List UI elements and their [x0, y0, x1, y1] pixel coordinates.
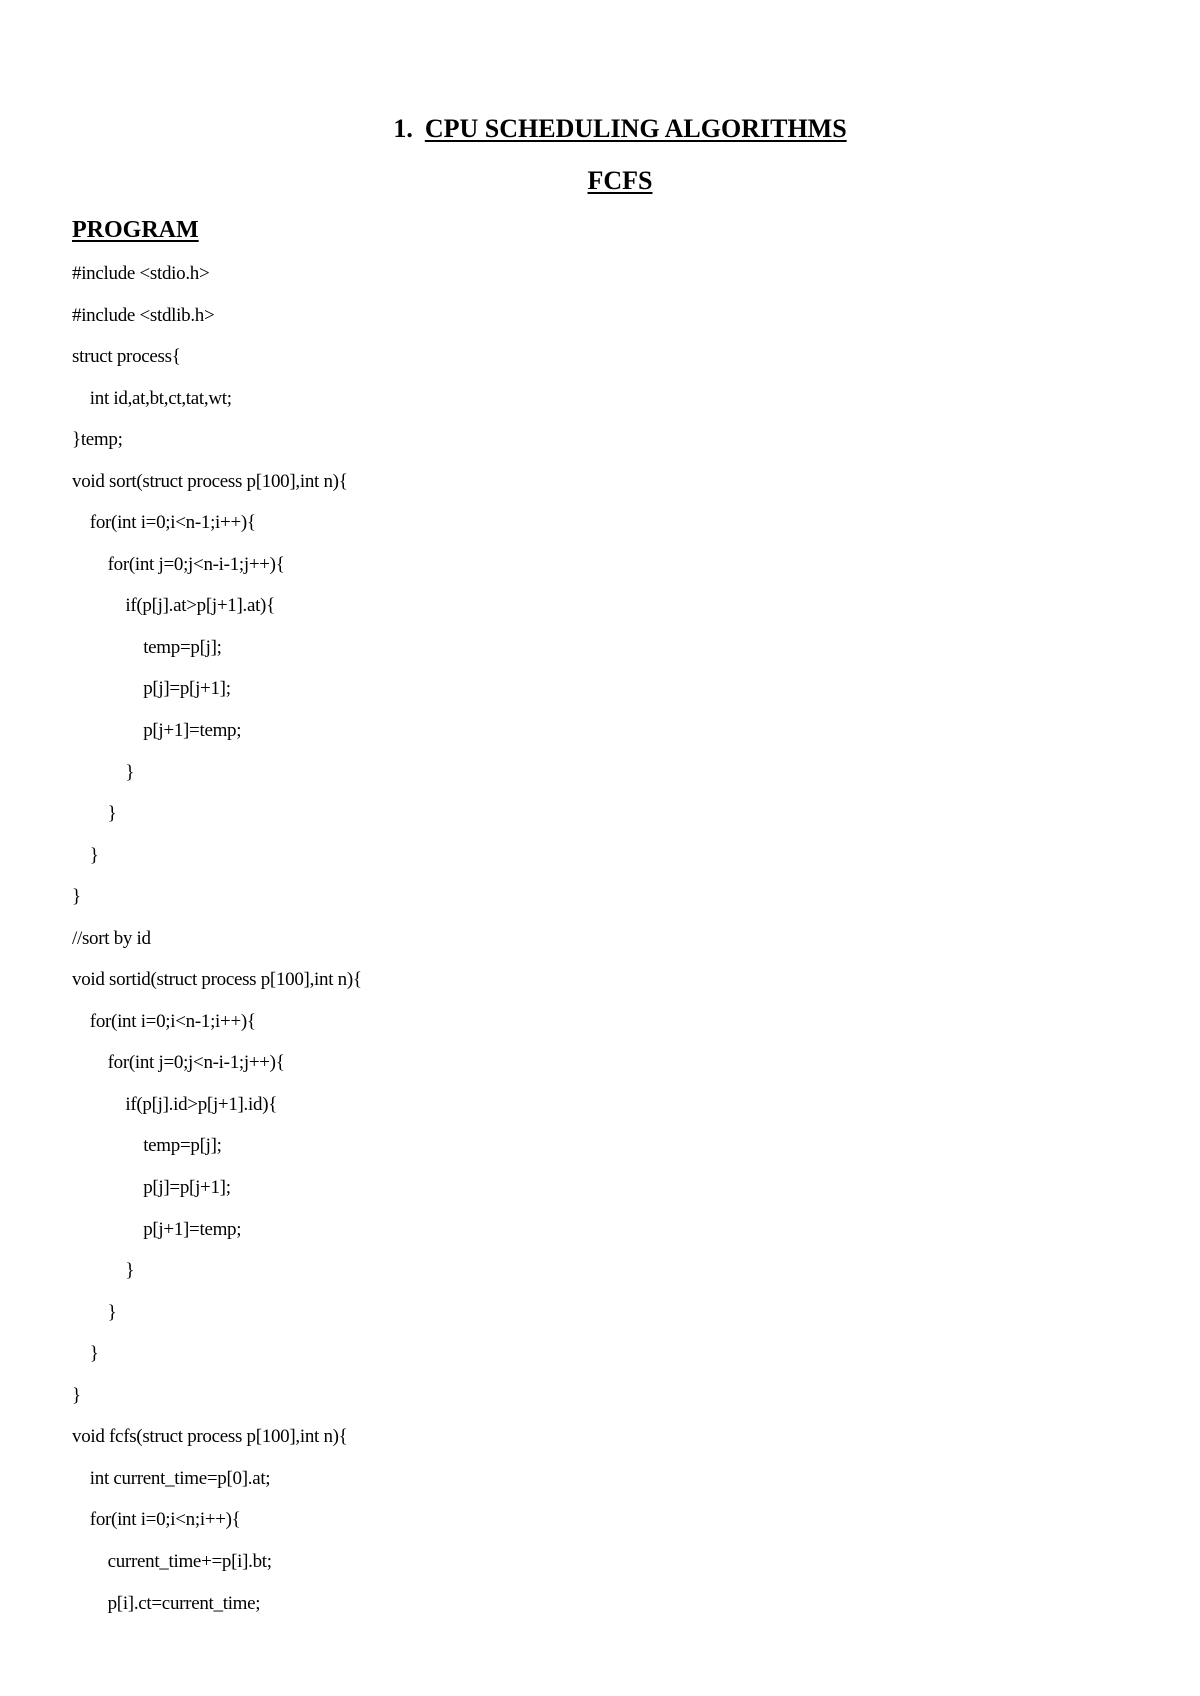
- code-line: }: [72, 1301, 117, 1323]
- code-line: p[j+1]=temp;: [72, 1218, 242, 1240]
- code-line: struct process{: [72, 346, 181, 368]
- section-heading: [0, 166, 1200, 196]
- code-line: }: [72, 886, 81, 908]
- code-line: int id,at,bt,ct,tat,wt;: [72, 387, 232, 409]
- code-line: }: [72, 844, 99, 866]
- program-code: [72, 262, 1152, 1633]
- code-line: }: [72, 761, 135, 783]
- code-line: }: [72, 803, 117, 825]
- code-line: void sort(struct process p[100],int n){: [72, 470, 348, 492]
- code-line: #include <stdlib.h>: [72, 304, 215, 326]
- code-line: for(int i=0;i<n;i++){: [72, 1509, 241, 1531]
- code-line: void fcfs(struct process p[100],int n){: [72, 1426, 348, 1448]
- code-line: if(p[j].id>p[j+1].id){: [72, 1093, 278, 1115]
- section-title: FCFS: [587, 166, 653, 195]
- code-line: p[j+1]=temp;: [72, 720, 242, 742]
- code-line: current_time+=p[i].bt;: [72, 1550, 272, 1572]
- code-line: temp=p[j];: [72, 636, 222, 658]
- code-line: for(int i=0;i<n-1;i++){: [72, 1010, 256, 1032]
- program-label: PROGRAM: [72, 217, 199, 243]
- code-line: for(int j=0;j<n-i-1;j++){: [72, 1052, 285, 1074]
- code-line: void sortid(struct process p[100],int n){: [72, 969, 362, 991]
- code-line: //sort by id: [72, 927, 151, 949]
- code-line: }temp;: [72, 429, 123, 451]
- chapter-number: 1.: [393, 114, 413, 143]
- code-line: for(int i=0;i<n-1;i++){: [72, 512, 256, 534]
- code-line: }: [72, 1384, 81, 1406]
- code-line: p[j]=p[j+1];: [72, 678, 231, 700]
- chapter-title: CPU SCHEDULING ALGORITHMS: [424, 114, 847, 143]
- code-line: }: [72, 1343, 99, 1365]
- code-line: p[j]=p[j+1];: [72, 1177, 231, 1199]
- chapter-heading: [0, 114, 1200, 144]
- code-line: temp=p[j];: [72, 1135, 222, 1157]
- code-line: for(int j=0;j<n-i-1;j++){: [72, 553, 285, 575]
- code-line: }: [72, 1260, 135, 1282]
- code-line: p[i].ct=current_time;: [72, 1592, 261, 1614]
- code-line: int current_time=p[0].at;: [72, 1467, 271, 1489]
- code-line: #include <stdio.h>: [72, 263, 210, 284]
- code-line: if(p[j].at>p[j+1].at){: [72, 595, 275, 617]
